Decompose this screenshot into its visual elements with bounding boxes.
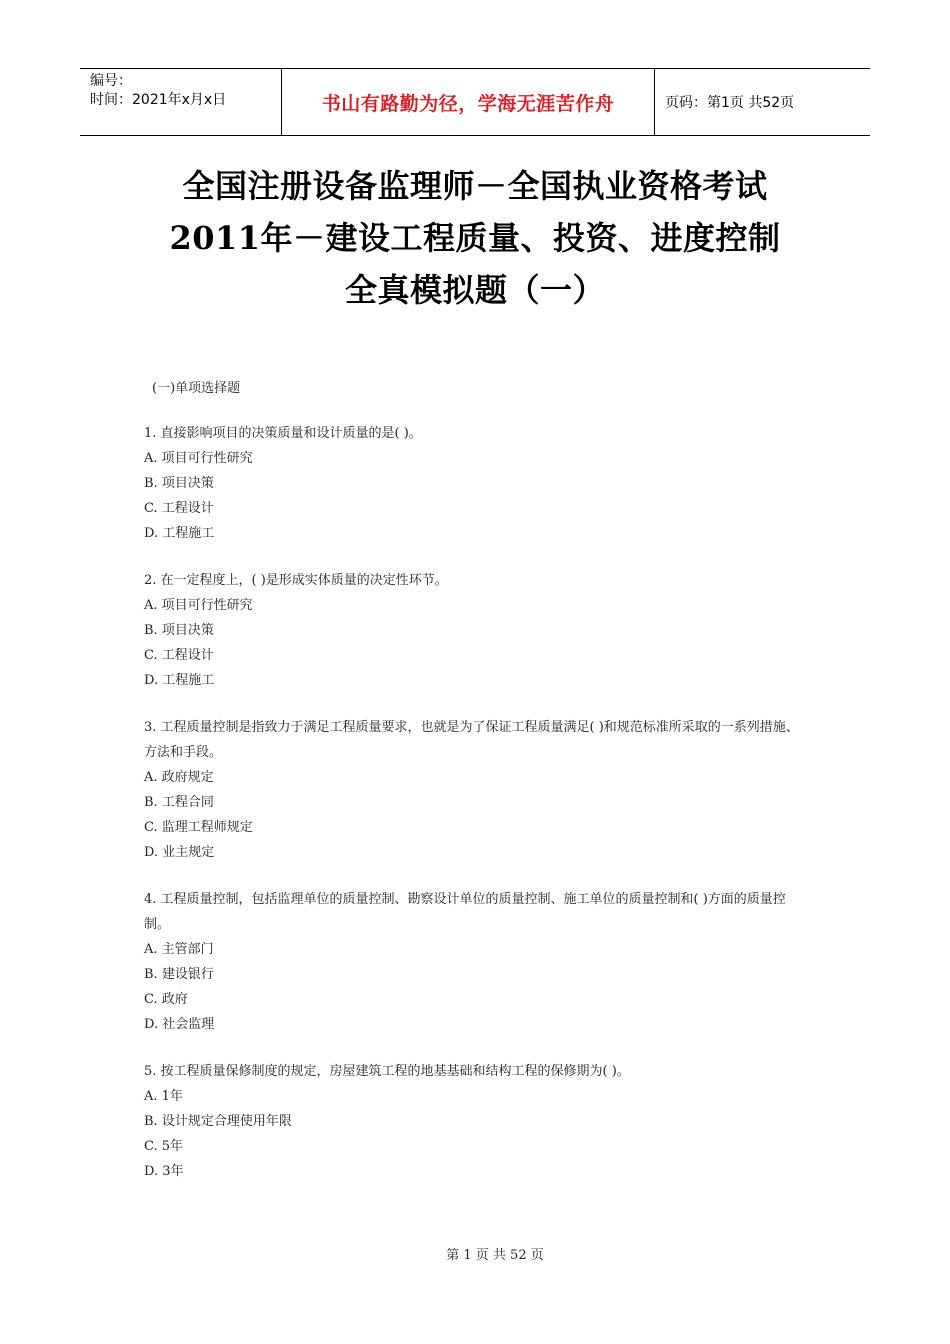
- question-item: [144, 421, 809, 546]
- question-stem: 1. 直接影响项目的决策质量和设计质量的是( )。: [144, 426, 422, 441]
- option-b: B. 项目决策: [144, 476, 214, 491]
- question-stem: 2. 在一定程度上，( )是形成实体质量的决定性环节。: [144, 573, 448, 588]
- option-c: C. 监理工程师规定: [144, 820, 253, 835]
- title-line-1: 全国注册设备监理师－全国执业资格考试: [182, 167, 768, 205]
- option-d: D. 工程施工: [144, 526, 215, 541]
- option-c: C. 5年: [144, 1139, 184, 1154]
- document-header: [80, 68, 870, 136]
- option-d: D. 工程施工: [144, 673, 215, 688]
- question-item: [144, 568, 809, 693]
- question-list: [144, 376, 809, 1206]
- option-b: B. 建设银行: [144, 967, 214, 982]
- option-c: C. 工程设计: [144, 501, 214, 516]
- question-stem: 4. 工程质量控制，包括监理单位的质量控制、勘察设计单位的质量控制、施工单位的质量控制和( )方面的质量控制。: [144, 892, 786, 932]
- option-d: D. 业主规定: [144, 845, 215, 860]
- option-a: A. 主管部门: [144, 942, 214, 957]
- option-c: C. 工程设计: [144, 648, 214, 663]
- question-item: [144, 887, 809, 1037]
- option-d: D. 3年: [144, 1164, 184, 1179]
- option-a: A. 政府规定: [144, 770, 214, 785]
- option-a: A. 项目可行性研究: [144, 598, 253, 613]
- option-b: B. 工程合同: [144, 795, 214, 810]
- document-title: [0, 160, 950, 316]
- title-line-2: 2011年－建设工程质量、投资、进度控制: [169, 219, 781, 257]
- question-stem: 3. 工程质量控制是指致力于满足工程质量要求，也就是为了保证工程质量满足( )和规范标准所采取的一系列措施、方法和手段。: [144, 720, 799, 760]
- option-a: A. 1年: [144, 1089, 183, 1104]
- question-stem: 5. 按工程质量保修制度的规定，房屋建筑工程的地基基础和结构工程的保修期为( )。: [144, 1064, 630, 1079]
- question-item: [144, 715, 809, 865]
- option-c: C. 政府: [144, 992, 188, 1007]
- title-line-3: 全真模拟题（一）: [344, 271, 605, 309]
- option-a: A. 项目可行性研究: [144, 451, 253, 466]
- option-b: B. 设计规定合理使用年限: [144, 1114, 292, 1129]
- section-heading: (一)单项选择题: [152, 381, 241, 396]
- header-page-info: 页码：第1页 共52页: [665, 95, 795, 111]
- page-footer: 第 1 页 共 52 页: [446, 1248, 544, 1263]
- header-meta: [80, 69, 281, 135]
- header-motto: 书山有路勤为径，学海无涯苦作舟: [281, 69, 655, 135]
- option-b: B. 项目决策: [144, 623, 214, 638]
- time-label: 时间：2021年x月x日: [90, 92, 227, 108]
- question-item: [144, 1059, 809, 1184]
- option-d: D. 社会监理: [144, 1017, 215, 1032]
- serial-label: 编号：: [90, 73, 132, 89]
